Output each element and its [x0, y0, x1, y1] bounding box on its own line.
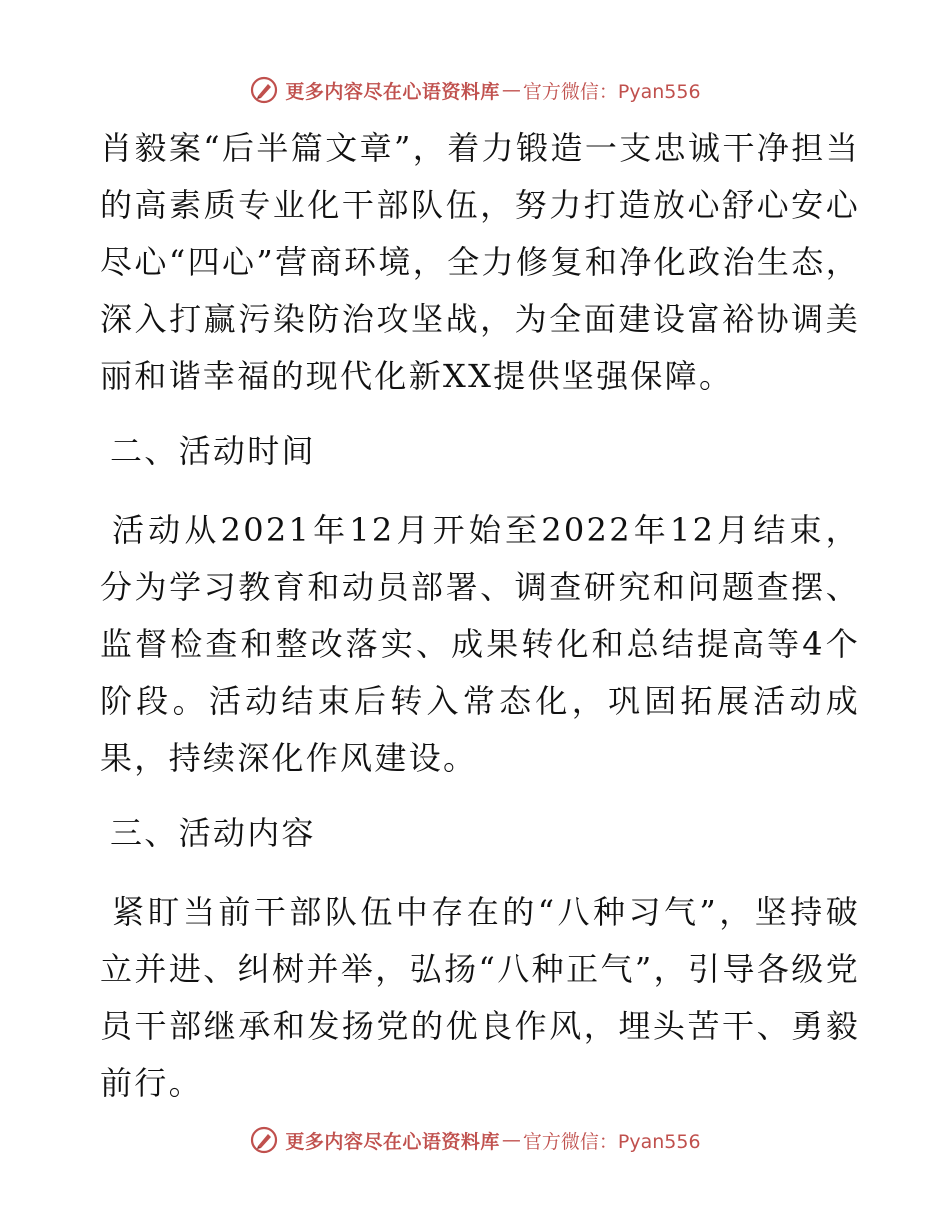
pen-logo-icon: [249, 75, 279, 105]
document-body: [100, 120, 860, 1112]
watermark-separator: —: [501, 1129, 521, 1151]
paragraph-activity-time: 活动从2021年12月开始至2022年12月结束，分为学习教育和动员部署、调查研究和问题查摆、监督检查和整改落实、成果转化和总结提高等4个阶段。活动结束后转入常态化，巩固拓展活动成果，持续深化作风建设。: [100, 511, 860, 777]
watermark-contact: 官方微信：Pyan556: [522, 80, 701, 103]
pen-logo-icon: [249, 1125, 279, 1155]
paragraph-intro-continued: 肖毅案“后半篇文章”，着力锻造一支忠诚干净担当的高素质专业化干部队伍，努力打造放心舒心安心尽心“四心”营商环境，全力修复和净化政治生态，深入打赢污染防治攻坚战，为全面建设富裕协调美丽和谐幸福的现代化新XX提供坚强保障。: [100, 129, 860, 395]
footer-watermark: [0, 1120, 950, 1160]
paragraph-activity-content: 紧盯当前干部队伍中存在的“八种习气”，坚持破立并进、纠树并举，弘扬“八种正气”，引导各级党员干部继承和发扬党的优良作风，埋头苦干、勇毅前行。: [100, 893, 860, 1102]
section-heading-activity-content: 三、活动内容: [110, 814, 316, 852]
watermark-text: 更多内容尽在心语资料库: [285, 80, 500, 103]
watermark-separator: —: [501, 79, 521, 101]
header-watermark: [0, 70, 950, 110]
section-heading-activity-time: 二、活动时间: [110, 432, 316, 470]
watermark-text: 更多内容尽在心语资料库: [285, 1130, 500, 1153]
watermark-contact: 官方微信：Pyan556: [522, 1130, 701, 1153]
